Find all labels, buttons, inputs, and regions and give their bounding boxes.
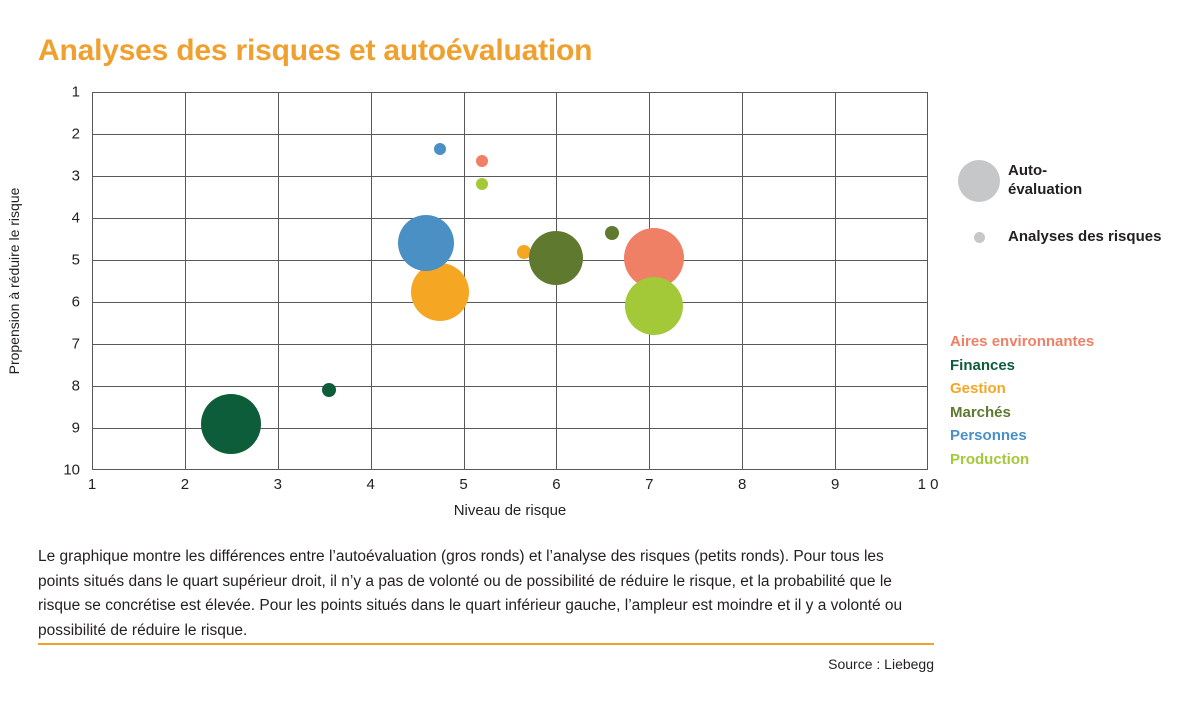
x-axis-title: Niveau de risque [453, 502, 567, 519]
category-legend-item: Production [950, 450, 1030, 468]
gridline-vertical [742, 92, 743, 470]
gridline-horizontal [92, 386, 928, 387]
data-point-personnes-large [398, 215, 454, 271]
category-legend [950, 330, 1198, 471]
y-tick-label: 10 [63, 461, 80, 479]
data-point-production-small [476, 178, 488, 190]
category-legend-item: Finances [950, 356, 1016, 374]
y-tick-label: 7 [71, 335, 80, 353]
data-point-finances-large [201, 394, 261, 454]
x-tick-label: 9 [830, 476, 840, 493]
x-tick-label: 1 0 [917, 476, 939, 493]
category-legend-item: Personnes [950, 427, 1027, 444]
legend-row-autoevaluation [950, 160, 1190, 202]
gridline-horizontal [92, 260, 928, 261]
y-tick-label: 1 [71, 83, 80, 101]
legend-label-line2: évaluation [1008, 181, 1083, 198]
legend-label-analyses: Analyses des risques [1008, 228, 1162, 245]
legend-large-circle-icon [950, 160, 1008, 202]
legend-label-autoevaluation [1008, 162, 1082, 200]
gridline-vertical [278, 92, 279, 470]
data-point-gestion-large [411, 263, 469, 321]
y-tick-label: 4 [71, 209, 80, 227]
y-tick-label: 9 [71, 419, 80, 437]
gridline-vertical [371, 92, 372, 470]
data-point-personnes-small [434, 143, 446, 155]
source-note: Source : Liebegg [828, 656, 934, 672]
data-point-finances-small [322, 383, 336, 397]
size-legend [950, 160, 1190, 273]
y-tick-label: 6 [71, 293, 80, 311]
divider [38, 643, 934, 645]
x-tick-label: 7 [645, 476, 654, 493]
chart-plot-area [6, 83, 939, 519]
gridline-horizontal [92, 344, 928, 345]
y-tick-label: 3 [71, 167, 80, 185]
y-tick-label: 8 [71, 377, 80, 395]
x-tick-label: 2 [180, 476, 190, 493]
y-tick-label: 2 [71, 125, 80, 143]
legend-label-line1: Auto- [1008, 162, 1048, 180]
gridline-horizontal [92, 176, 928, 177]
x-tick-label: 4 [366, 476, 375, 493]
data-point-march-s-small [605, 226, 619, 240]
legend-dot-large [958, 160, 1000, 202]
gridline-horizontal [92, 302, 928, 303]
category-legend-item: Gestion [950, 380, 1006, 397]
gridline-horizontal [92, 134, 928, 135]
x-tick-label: 1 [87, 476, 97, 493]
x-tick-label: 8 [738, 476, 747, 493]
x-tick-label: 6 [552, 476, 561, 493]
x-tick-label: 3 [273, 476, 282, 493]
x-tick-label: 5 [459, 476, 468, 493]
gridline-vertical [185, 92, 186, 470]
category-legend-item: Marchés [950, 403, 1011, 421]
category-legend-item: Aires environnantes [950, 333, 1095, 350]
data-point-march-s-large [529, 231, 583, 285]
y-axis-title: Propension à réduire le risque [6, 187, 22, 375]
gridline-vertical [835, 92, 836, 470]
legend-row-analyses [950, 228, 1190, 247]
gridline-horizontal [92, 218, 928, 219]
chart-caption: Le graphique montre les différences entre l’autoévaluation (gros ronds) et l’analyse des risques (petits ronds). Pour tous les points situés dans le quart supérieur droit, il n’y a pas de volonté ou de possibilité de réduire le risque, et la probabilité que le risque se concrétise est élevée. Pour les points situés dans le quart inférieur gauche, l’ampleur est moindre et il y a volonté ou possibilité de réduire le risque. [38, 548, 903, 639]
y-tick-label: 5 [71, 251, 80, 269]
data-point-aires-environnantes-small [476, 155, 488, 167]
page-title: Analyses des risques et autoévaluation [38, 34, 593, 67]
legend-small-circle-icon [950, 232, 1008, 243]
legend-dot-small [974, 232, 985, 243]
data-point-production-large [625, 277, 683, 335]
